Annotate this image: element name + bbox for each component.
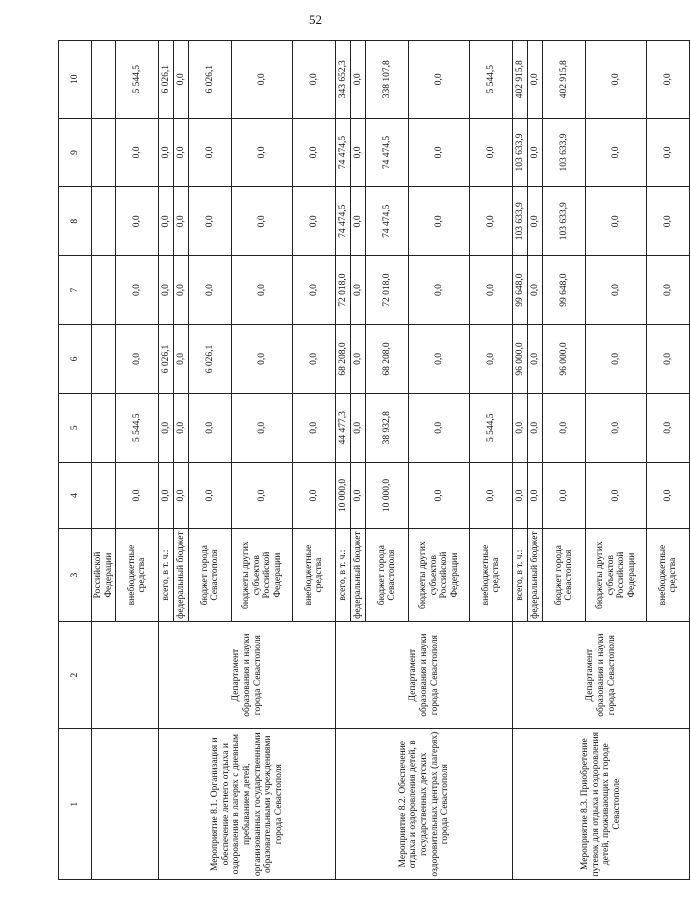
- value-cell: 44 477,3: [336, 393, 351, 462]
- value-cell: 99 648,0: [543, 256, 586, 325]
- value-cell: 0,0: [116, 256, 159, 325]
- header-cell: 3: [59, 529, 92, 622]
- table-row: [92, 41, 116, 880]
- executor-name: Департамент образования и науки города Севастополя: [159, 621, 336, 729]
- source-cell: всего, в т. ч.:: [336, 529, 351, 622]
- source-cell: Российской Федерации: [92, 529, 116, 622]
- value-cell: 0,0: [528, 462, 543, 529]
- executor-name: Департамент образования и науки города Севастополя: [513, 621, 690, 729]
- value-cell: 0,0: [528, 41, 543, 119]
- value-cell: 68 208,0: [366, 325, 409, 394]
- value-cell: 0,0: [116, 325, 159, 394]
- value-cell: 0,0: [543, 462, 586, 529]
- source-cell: внебюджетные средства: [470, 529, 513, 622]
- header-cell: 7: [59, 256, 92, 325]
- value-cell: 0,0: [293, 256, 336, 325]
- header-cell: 8: [59, 187, 92, 256]
- value-cell: 0,0: [409, 393, 470, 462]
- value-cell: 0,0: [647, 187, 690, 256]
- value-cell: 0,0: [232, 118, 293, 187]
- value-cell: [92, 462, 116, 529]
- value-cell: 0,0: [528, 393, 543, 462]
- value-cell: 5 544,5: [470, 393, 513, 462]
- value-cell: 0,0: [232, 41, 293, 119]
- value-cell: [92, 393, 116, 462]
- value-cell: 0,0: [293, 41, 336, 119]
- value-cell: [92, 256, 116, 325]
- source-cell: бюджеты других субъектов Российской Федерации: [232, 529, 293, 622]
- value-cell: 38 932,8: [366, 393, 409, 462]
- measure-name: Мероприятие 8.3. Приобретение путевок для отдыха и оздоровления детей, проживающих в городе Севастополе: [513, 729, 690, 880]
- value-cell: 96 000,0: [543, 325, 586, 394]
- value-cell: 0,0: [586, 393, 647, 462]
- funding-table: [58, 40, 690, 880]
- value-cell: 0,0: [351, 325, 366, 394]
- value-cell: 0,0: [189, 256, 232, 325]
- page-number: 52: [309, 12, 322, 27]
- executor-name: Департамент образования и науки города Севастополя: [336, 621, 513, 729]
- value-cell: 0,0: [232, 187, 293, 256]
- header-cell: 2: [59, 621, 92, 729]
- value-cell: 0,0: [528, 118, 543, 187]
- value-cell: 0,0: [174, 41, 189, 119]
- table-row: [513, 41, 528, 880]
- value-cell: 99 648,0: [513, 256, 528, 325]
- value-cell: 0,0: [174, 462, 189, 529]
- header-cell: 4: [59, 462, 92, 529]
- value-cell: 72 018,0: [336, 256, 351, 325]
- value-cell: 0,0: [189, 462, 232, 529]
- value-cell: 0,0: [293, 118, 336, 187]
- value-cell: 0,0: [647, 462, 690, 529]
- value-cell: 0,0: [647, 41, 690, 119]
- value-cell: 0,0: [586, 118, 647, 187]
- value-cell: 74 474,5: [366, 118, 409, 187]
- value-cell: 6 026,1: [189, 325, 232, 394]
- value-cell: 74 474,5: [336, 118, 351, 187]
- value-cell: 5 544,5: [116, 393, 159, 462]
- value-cell: [92, 325, 116, 394]
- source-cell: всего, в т. ч.:: [159, 529, 174, 622]
- value-cell: 74 474,5: [366, 187, 409, 256]
- value-cell: 402 915,8: [543, 41, 586, 119]
- value-cell: 0,0: [159, 187, 174, 256]
- value-cell: 402 915,8: [513, 41, 528, 119]
- source-cell: внебюджетные средства: [293, 529, 336, 622]
- value-cell: 5 544,5: [470, 41, 513, 119]
- value-cell: 0,0: [647, 325, 690, 394]
- value-cell: 72 018,0: [366, 256, 409, 325]
- source-cell: всего, в т. ч.:: [513, 529, 528, 622]
- value-cell: 96 000,0: [513, 325, 528, 394]
- value-cell: 103 633,9: [543, 187, 586, 256]
- source-cell: федеральный бюджет: [174, 529, 189, 622]
- value-cell: 0,0: [159, 118, 174, 187]
- measure-name: Мероприятие 8.1. Организация и обеспечение летнего отдыха и оздоровления в лагерях с дневным пребыванием детей, организованных государственными образовательными учреждениями города Севастополя: [159, 729, 336, 880]
- value-cell: 343 652,3: [336, 41, 351, 119]
- source-cell: федеральный бюджет: [351, 529, 366, 622]
- value-cell: 0,0: [232, 325, 293, 394]
- value-cell: 0,0: [351, 118, 366, 187]
- value-cell: 0,0: [232, 393, 293, 462]
- value-cell: 0,0: [351, 256, 366, 325]
- table-row: [159, 41, 174, 880]
- value-cell: [92, 187, 116, 256]
- header-cell: 6: [59, 325, 92, 394]
- value-cell: 0,0: [528, 187, 543, 256]
- value-cell: 0,0: [528, 325, 543, 394]
- value-cell: 0,0: [470, 118, 513, 187]
- value-cell: 0,0: [116, 462, 159, 529]
- value-cell: 0,0: [293, 393, 336, 462]
- value-cell: 0,0: [409, 256, 470, 325]
- value-cell: 0,0: [232, 462, 293, 529]
- measure-name: Мероприятие 8.2. Обеспечение отдыха и оздоровления детей, в государственных детских оздоровительных центрах (лагерях) города Севастополя: [336, 729, 513, 880]
- value-cell: 0,0: [293, 325, 336, 394]
- value-cell: 0,0: [543, 393, 586, 462]
- value-cell: 0,0: [351, 187, 366, 256]
- value-cell: 10 000,0: [366, 462, 409, 529]
- value-cell: 0,0: [159, 462, 174, 529]
- value-cell: [92, 118, 116, 187]
- value-cell: 0,0: [409, 187, 470, 256]
- rotated-table-container: [58, 40, 679, 880]
- value-cell: 0,0: [409, 325, 470, 394]
- value-cell: 0,0: [116, 187, 159, 256]
- value-cell: 5 544,5: [116, 41, 159, 119]
- value-cell: 0,0: [647, 393, 690, 462]
- value-cell: 0,0: [513, 462, 528, 529]
- value-cell: 0,0: [586, 187, 647, 256]
- value-cell: 0,0: [159, 393, 174, 462]
- value-cell: 0,0: [174, 393, 189, 462]
- source-cell: бюджет города Севастополя: [543, 529, 586, 622]
- value-cell: 0,0: [189, 118, 232, 187]
- source-cell: внебюджетные средства: [647, 529, 690, 622]
- value-cell: 0,0: [647, 118, 690, 187]
- header-cell: 10: [59, 41, 92, 119]
- value-cell: 0,0: [351, 393, 366, 462]
- value-cell: 0,0: [293, 187, 336, 256]
- header-cell: 1: [59, 729, 92, 880]
- value-cell: 0,0: [528, 256, 543, 325]
- value-cell: 74 474,5: [336, 187, 351, 256]
- source-cell: бюджет города Севастополя: [189, 529, 232, 622]
- header-cell: 5: [59, 393, 92, 462]
- value-cell: [92, 41, 116, 119]
- value-cell: 0,0: [586, 256, 647, 325]
- value-cell: 0,0: [174, 187, 189, 256]
- value-cell: 10 000,0: [336, 462, 351, 529]
- table-row: [336, 41, 351, 880]
- value-cell: 0,0: [116, 118, 159, 187]
- value-cell: 68 208,0: [336, 325, 351, 394]
- value-cell: 0,0: [470, 462, 513, 529]
- value-cell: 6 026,1: [159, 325, 174, 394]
- value-cell: 0,0: [351, 462, 366, 529]
- value-cell: 0,0: [409, 118, 470, 187]
- value-cell: 6 026,1: [189, 41, 232, 119]
- value-cell: 0,0: [232, 256, 293, 325]
- source-cell: бюджеты других субъектов Российской Федерации: [409, 529, 470, 622]
- header-cell: 9: [59, 118, 92, 187]
- value-cell: 0,0: [159, 256, 174, 325]
- value-cell: 0,0: [174, 256, 189, 325]
- value-cell: 0,0: [293, 462, 336, 529]
- value-cell: 0,0: [174, 325, 189, 394]
- value-cell: 0,0: [409, 41, 470, 119]
- value-cell: 0,0: [647, 256, 690, 325]
- value-cell: 0,0: [189, 187, 232, 256]
- value-cell: 0,0: [189, 393, 232, 462]
- value-cell: 103 633,9: [513, 187, 528, 256]
- value-cell: 0,0: [586, 462, 647, 529]
- value-cell: 0,0: [174, 118, 189, 187]
- value-cell: 0,0: [470, 325, 513, 394]
- value-cell: 0,0: [470, 187, 513, 256]
- value-cell: 6 026,1: [159, 41, 174, 119]
- value-cell: 103 633,9: [513, 118, 528, 187]
- value-cell: 0,0: [470, 256, 513, 325]
- source-cell: внебюджетные средства: [116, 529, 159, 622]
- source-cell: бюджет города Севастополя: [366, 529, 409, 622]
- value-cell: 338 107,8: [366, 41, 409, 119]
- value-cell: 0,0: [351, 41, 366, 119]
- value-cell: 103 633,9: [543, 118, 586, 187]
- value-cell: 0,0: [586, 41, 647, 119]
- value-cell: 0,0: [409, 462, 470, 529]
- value-cell: 0,0: [586, 325, 647, 394]
- source-cell: бюджеты других субъектов Российской Федерации: [586, 529, 647, 622]
- value-cell: 0,0: [513, 393, 528, 462]
- executor-cell: [92, 621, 159, 729]
- header-row: [59, 41, 92, 880]
- source-cell: федеральный бюджет: [528, 529, 543, 622]
- measure-cell: [92, 729, 159, 880]
